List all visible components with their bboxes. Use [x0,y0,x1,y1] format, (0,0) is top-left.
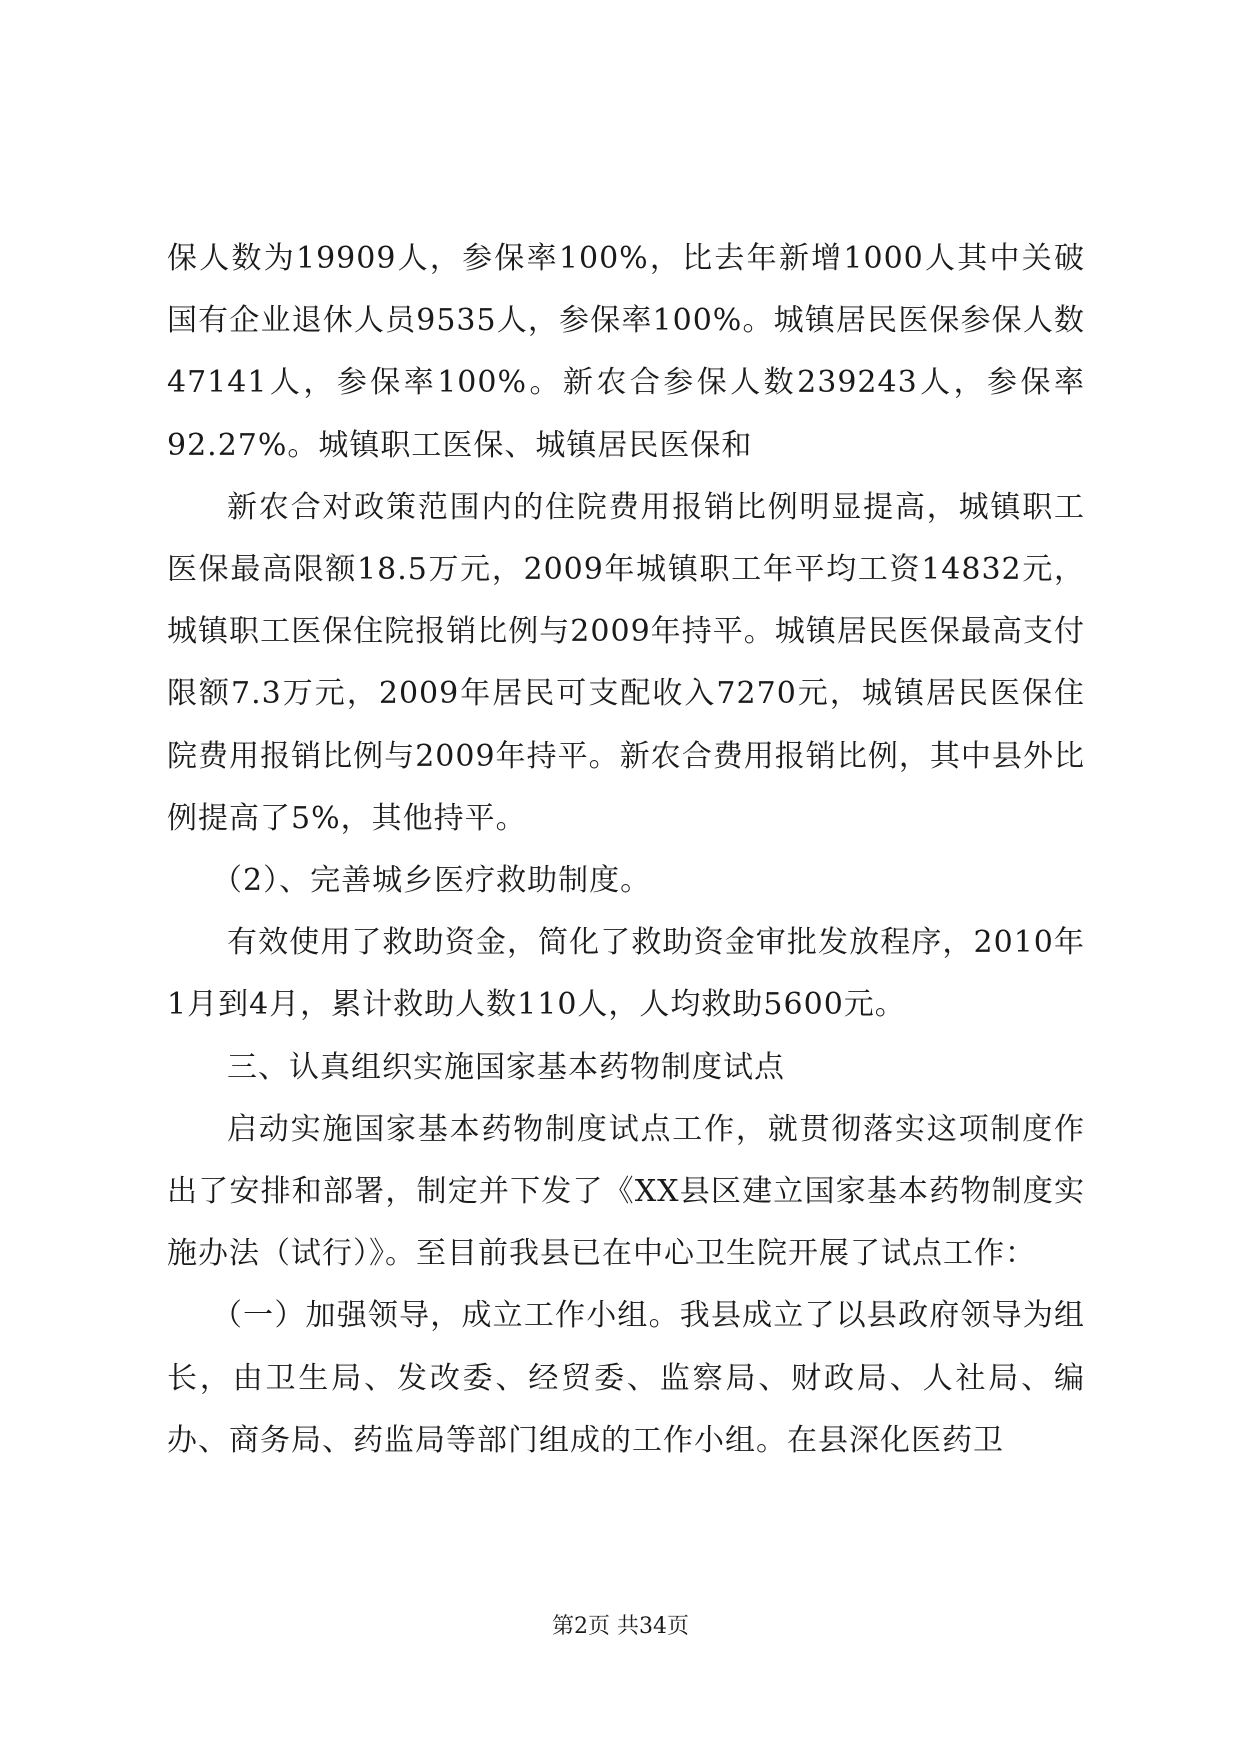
paragraph-insurance-enrollment: 保人数为19909人，参保率100%，比去年新增1000人其中关破国有企业退休人员9535人，参保率100%。城镇居民医保参保人数47141人，参保率100%。新农合参保人数239243人，参保率92.27%。城镇职工医保、城镇居民医保和 [167,241,1085,463]
paragraph-drug-system-pilot: 启动实施国家基本药物制度试点工作，就贯彻落实这项制度作出了安排和部署，制定并下发了《XX县区建立国家基本药物制度实施办法（试行）》。至目前我县已在中心卫生院开展了试点工作： [167,1111,1085,1272]
paragraph-subheading-medical-aid: （2）、完善城乡医疗救助制度。 [212,863,652,899]
document-body [167,228,1085,1472]
paragraph-aid-funds: 有效使用了救助资金，简化了救助资金审批发放程序，2010年1月到4月，累计救助人数110人，人均救助5600元。 [167,925,1085,1023]
paragraph-reimbursement-ratio: 新农合对政策范围内的住院费用报销比例明显提高，城镇职工医保最高限额18.5万元，2009年城镇职工年平均工资14832元，城镇职工医保住院报销比例与2009年持平。城镇居民医保最高支付限额7.3万元，2009年居民可支配收入7270元，城镇居民医保住院费用报销比例与2009年持平。新农合费用报销比例，其中县外比例提高了5%，其他持平。 [167,489,1085,836]
paragraph-leadership-group: （一）加强领导，成立工作小组。我县成立了以县政府领导为组长，由卫生局、发改委、经贸委、监察局、财政局、人社局、编办、商务局、药监局等部门组成的工作小组。在县深化医药卫 [167,1298,1085,1458]
section-heading-essential-drugs: 三、认真组织实施国家基本药物制度试点 [227,1049,785,1085]
page-footer: 第2页 共34页 [552,1614,689,1639]
